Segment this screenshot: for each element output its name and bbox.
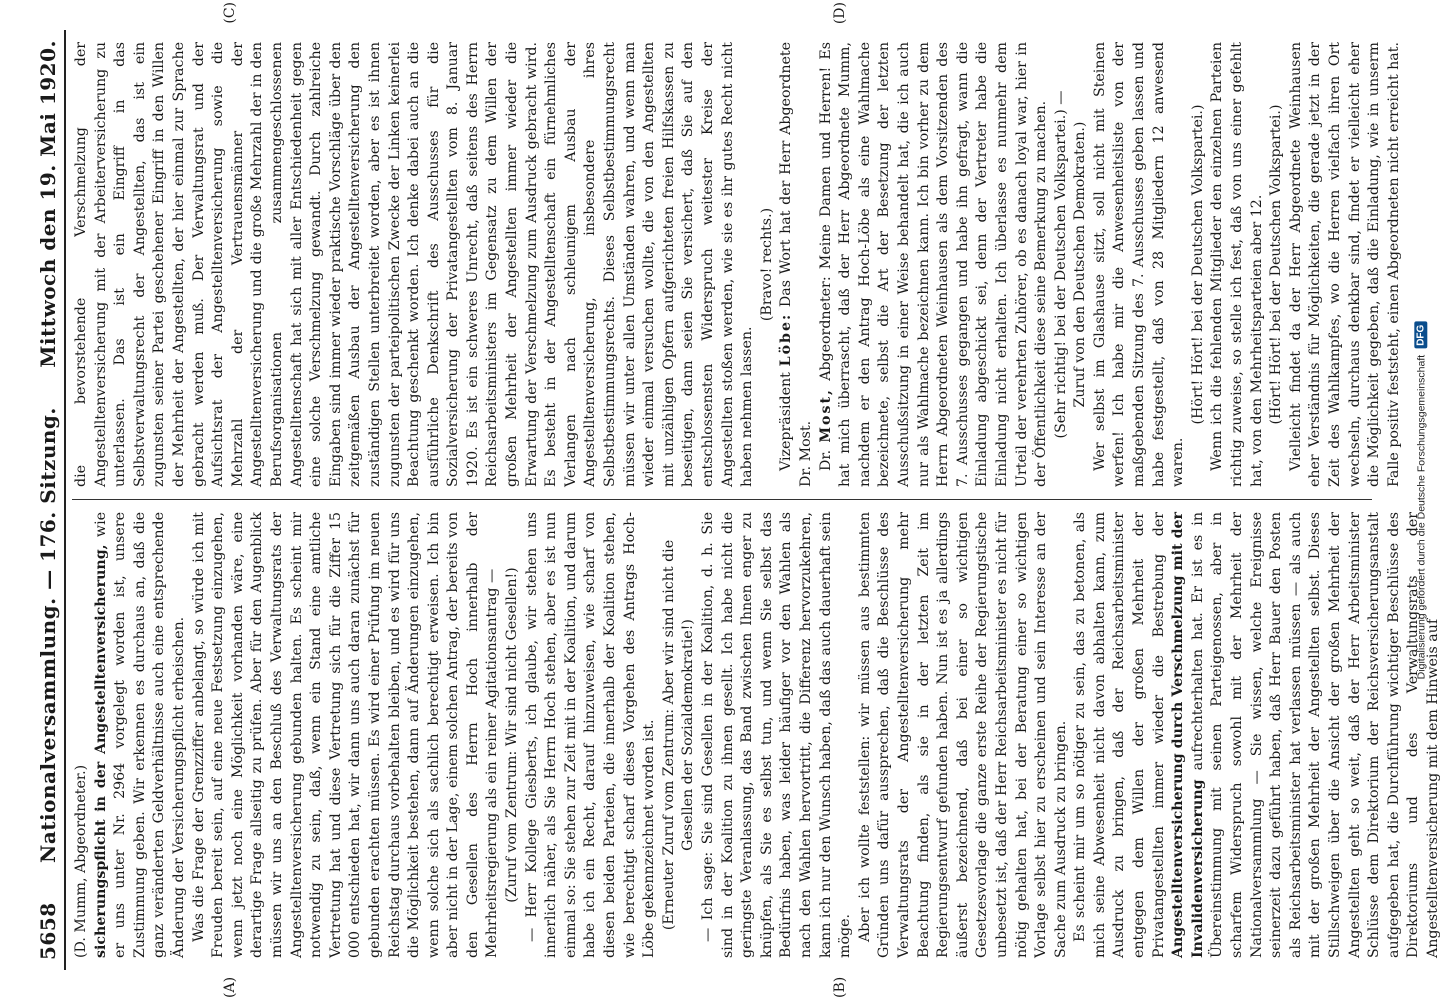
paragraph: Aber ich wollte feststellen: wir müssen aus bestimmten Gründen uns dafür aussprechen, daß die Beschlüsse des Verwaltungsrats der Angestelltenversicherung mehr Beachtung finden, als sie in der letzten Zeit im Regierungsentwurf gefunden haben. Nun ist es ja allerdings äußerst bezeichnend, daß bei einer so wichtigen Gesetzesvorlage die ganze erste Reihe der Regierungstische unbesetzt ist, daß der Herr Reichsarbeitsminister es nicht für nötig gehalten hat, bei der Beratung einer so wichtigen Vorlage selbst hier zu erscheinen und sein Interesse an der Sache zum Ausdruck zu bringen.	[856, 512, 1069, 958]
speaker-title: Dr.	[817, 449, 834, 471]
margin-letter-a: (A)	[222, 976, 238, 998]
paragraph: Was die Frage der Grenzziffer anbelangt, so würde ich mit Freuden bereit sein, auf eine neue Festsetzung einzugehen, wenn jetzt noch eine Möglichkeit vorhanden wäre, eine derartige Frage allseitig zu prüfen. Aber für den Augenblick müssen wir uns an den Beschluß des Verwaltungsrats der Angestelltenversicherung gebunden halten. Es scheint mir notwendig zu sein, daß, wenn ein Stand eine amtliche Vertretung hat und diese Vertretung sich für die Ziffer 15 000 entschieden hat, wir dann uns auch daran zunächst für gebunden erachten müssen. Es wird einer Prüfung im neuen Reichstag durchaus vorbehalten bleiben, und es wird für uns die Möglichkeit bestehen, dann auf Änderungen einzugehen, wenn solche sich als sachlich berechtigt erweisen. Ich bin aber nicht in der Lage, einem solchen Antrag, der bereits von den Gesellen des Herrn Hoch innerhalb der Mehrheitsregierung als ein reiner Agitationsantrag —	[190, 512, 501, 958]
vp-title: Vizepräsident	[778, 372, 795, 471]
digitization-note	[1410, 8, 1432, 992]
interjection: Zuruf von den Deutschen Demokraten.)	[1072, 121, 1089, 408]
dfg-logo: DFG	[1415, 321, 1428, 348]
paragraph: die bevorstehende Verschmelzung der Angestelltenversicherung mit der Arbeiterversicherung zu unterlassen. Das ist ein Eingriff in das Selbstverwaltungsrecht der Angestellten, das ist ein zugunsten seiner Partei geschehener Eingriff in den Willen der Mehrheit der Angestellten, der hier einmal zur Sprache gebracht werden muß. Der Verwaltungsrat und der Aufsichtsrat der Angestelltenversicherung sowie die Mehrzahl der Vertrauensmänner der Angestelltenversicherung und die große Mehrzahl der in den Berufsorganisationen zusammengeschlossenen Angestelltenschaft hat sich mit aller Entschiedenheit gegen eine solche Verschmelzung gewandt. Durch zahlreiche Eingaben sind immer wieder praktische Vorschläge über den zeitgemäßen Ausbau der Angestelltenversicherung den zuständigen Stellen unterbreitet worden, aber es ist ihnen zugunsten der parteipolitischen Zwecke der Linken keinerlei Beachtung geschenkt worden. Ich denke dabei auch an die ausführliche Denkschrift des Ausschusses für die Sozialversicherung der Privatangestellten vom 8. Januar 1920. Es ist ein schweres Unrecht, daß seitens des Herrn Reichsarbeitsministers im Gegensatz zu dem Willen der großen Mehrheit der Angestellten immer wieder die Erwartung der Verschmelzung zum Ausdruck gebracht wird. Es besteht in der Angestelltenschaft ein fürnehmliches Verlangen nach schleunigem Ausbau der Angestelltenversicherung, insbesondere ihres Selbstbestimmungsrechts. Dieses Selbstbestimmungsrecht müssen wir unter allen Umständen wahren, und wenn man wieder einmal versuchen wollte, die von den Angestellten mit unzähligen Opfern aufgerichteten freien Hilfskassen zu beseitigen, dann seien Sie versichert, daß Sie auf den entschlossensten Widerspruch weitester Kreise der Angestellten stoßen werden, wie sie es ihr gutes Recht nicht haben nehmen lassen.	[73, 42, 756, 487]
interjection: (Hört! Hört! bei der Deutschen Volkspartei.)	[1268, 104, 1285, 425]
paragraph: — Herr Kollege Giesberts, ich glaube, wir stehen uns innerlich näher, als Sie Herrn Hoch stehen, aber es ist nun einmal so: Sie stehen zur Zeit mit in der Koalition, und darum habe ich ein Recht, darauf hinzuweisen, wie scharf von diesen beiden Parteien, die innerhalb der Koalition stehen, wie berechtigt scharf dieses Vorgehen des Antrags Hoch-Löbe gekennzeichnet worden ist.	[523, 512, 658, 958]
bold-phrase: Angestelltenversicherung durch Verschmelzung mit der Invalidenversicherung	[1170, 512, 1206, 958]
applause: (Bravo! rechts.)	[758, 207, 775, 322]
interjection: (Hört! Hört! bei der Deutschen Volkspartei.)	[1189, 104, 1206, 425]
vp-name: Löbe:	[778, 312, 795, 367]
margin-letter-d: (D)	[832, 2, 848, 25]
interjection: (Erneuter Zuruf vom Zentrum: Aber wir sind nicht die Gesellen der Sozialdemokratie!)	[660, 539, 697, 931]
interjection: (Sehr richtig! bei der Deutschen Volkspartei.) —	[1052, 90, 1069, 439]
paragraph	[817, 42, 1052, 487]
paragraph-text: Abgeordneter: Meine Damen und Herren! Es hat mich überrascht, daß der Herr Abgeordnete Mumm, nachdem er den Antrag Hoch-Löbe als eine Wahlmache bezeichnete, selbst die Art der Besetzung der letzten Ausschußsitzung in einer Weise behandelt hat, die ich auch nur als Wahlmache bezeichnen kann. Ich bin vorher zu dem Herrn Abgeordneten Weinhausen als dem Vorsitzenden des 7. Ausschusses gegangen und habe ihn gefragt, wann die Einladung abgeschickt sei, denn der Vertreter habe die Einladung nicht erhalten. Ich überlasse es nunmehr dem Urteil der verehrten Zuhörer, ob es danach loyal war, hier in der Öffentlichkeit diese seine Bemerkung zu machen.	[817, 41, 1050, 487]
running-header	[36, 30, 66, 970]
page-number: 5658	[36, 902, 60, 960]
paragraph	[777, 42, 816, 487]
paragraph: — Ich sage: Sie sind Gesellen in der Koalition, d. h. Sie sind in der Koalition zu ihnen gesellt. Ich habe nicht die geringste Veranlassung, das Band zwischen Ihnen enger zu knüpfen, als Sie es selbst tun, und wenn Sie selbst das Bedürfnis haben, was leider häufiger vor den Wahlen als nach den Wahlen hervortritt, die Differenz hervorzukehren, kann ich nur den Wunsch haben, daß das auch dauerhaft sein möge.	[700, 512, 854, 958]
paragraph-text: aufrechterhalten hat. Er ist es in Übereinstimmung mit seinen Parteigenossen, aber in scharfem Widerspruch sowohl mit der Mehrheit der Nationalversammlung — Sie wissen, welche Ereignisse seinerzeit dazu geführt haben, daß Herr Bauer den Posten als Reichsarbeitsminister hat verlassen müssen — als auch mit der großen Mehrheit der Angestellten selbst. Dieses Stillschweigen über die Ansicht der großen Mehrheit der Angestellten geht so weit, daß der Herr Arbeitsminister Schlüsse dem Direktorium der Reichsversicherungsanstalt aufgegeben hat, die Durchführung wichtiger Beschlüsse des Direktoriums und des Verwaltungsrats der Angestelltenversicherung mit dem Hinweis auf	[1189, 512, 1441, 958]
speaker-name: Most,	[817, 388, 834, 443]
session-date: Mittwoch den 19. Mai 1920.	[36, 40, 60, 368]
bold-phrase: sicherungspflicht in der Angestelltenversicherung,	[92, 544, 109, 958]
interjection: (Zuruf vom Zentrum: Wir sind nicht Gesellen!)	[504, 567, 521, 903]
paragraph-text: wie er uns unter Nr. 2964 vorgelegt worden ist, unsere Zustimmung geben. Wir erkennen es durchaus an, daß die ganz veränderten Geldverhältnisse auch eine entsprechende Änderung der Versicherungspflicht erheischen.	[92, 512, 187, 958]
paragraph: Wer selbst im Glashause sitzt, soll nicht mit Steinen werfen! Ich habe mir die Anwesenheitsliste von der maßgebenden Sitzung des 7. Ausschusses geben lassen und habe festgestellt, daß von 28 Mitgliedern 12 anwesend waren.	[1091, 42, 1187, 487]
paragraph-text: Das Wort hat der Herr Abgeordnete Dr. Most.	[778, 42, 814, 487]
session-title: Nationalversammlung. — 176. Sitzung.	[36, 407, 60, 863]
digitization-credit: Digitalisierung gefördert durch die Deutsche Forschungsgemeinschaft	[1415, 354, 1427, 679]
paragraph	[1071, 512, 1443, 958]
margin-letter-b: (B)	[832, 976, 848, 998]
margin-letter-c: (C)	[222, 2, 238, 24]
paragraph: Wenn ich die fehlenden Mitglieder den einzelnen Parteien richtig zuweise, so stelle ich fest, daß von uns einer gefehlt hat, von den Mehrheitsparteien aber 12.	[1209, 42, 1265, 487]
paragraph-text: Es scheint mir um so nötiger zu sein, das zu betonen, als mich seine Abwesenheit nicht davon abhalten kann, zum Ausdruck zu bringen, daß der Reichsarbeitsminister entgegen dem Willen der großen Mehrheit der Privatangestellten immer wieder die Bestrebung der	[1072, 512, 1167, 958]
paragraph: Vielleicht findet da der Herr Abgeordnete Weinhausen eher Verständnis für Möglichkeiten, die gerade jetzt in der Zeit des Wahlkampfes, wo die Herren vielfach ihren Ort wechseln, durchaus denkbar sind, findet er vielleicht eher die Möglichkeit gegeben, daß die Einladung, wie in unserm Falle positiv feststeht, einen Abgeordneten nicht erreicht hat.	[1287, 42, 1402, 487]
right-column	[72, 30, 1402, 500]
speaker-tag: (D. Mumm, Abgeordneter.)	[73, 764, 89, 958]
paragraph	[92, 512, 190, 958]
